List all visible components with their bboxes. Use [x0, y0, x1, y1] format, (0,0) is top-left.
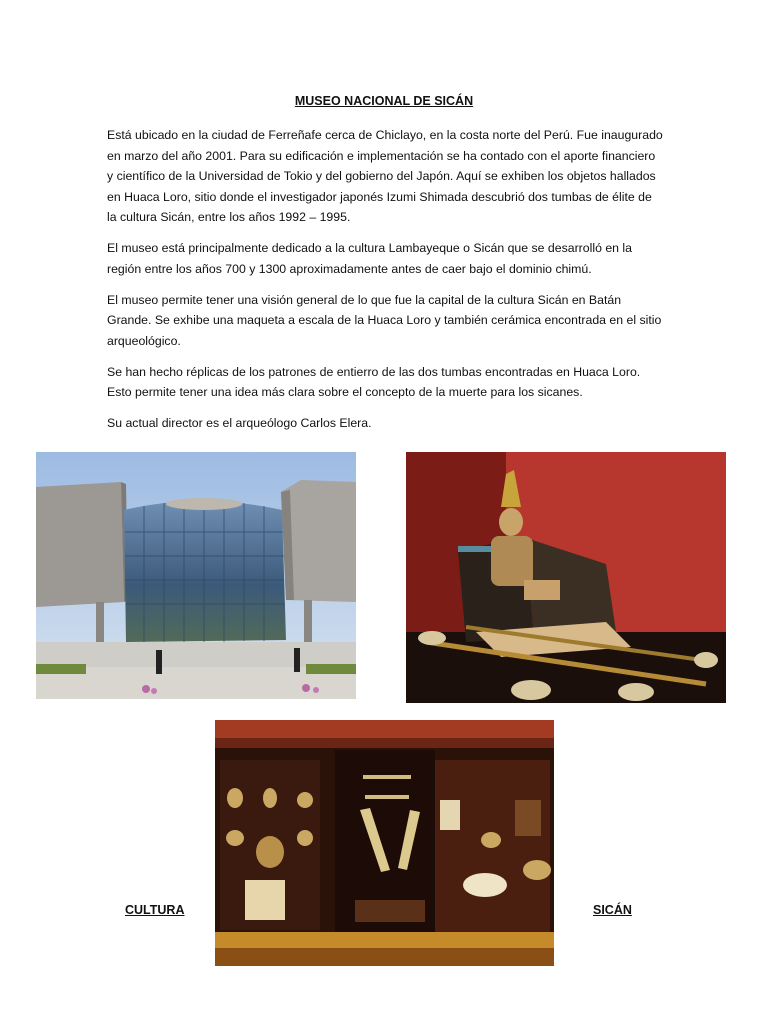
museum-building-photo [36, 452, 356, 699]
paragraph: Se han hecho réplicas de los patrones de entierro de las dos tumbas encontradas en Huaca Loro. Esto permite tener una idea más clara sobre el concepto de la muerte para los sicanes. [107, 364, 641, 399]
paragraph: Está ubicado en la ciudad de Ferreñafe cerca de Chiclayo, en la costa norte del Perú. Fue inaugurado en marzo del año 2001. Para su edificación e implementación se ha contado con el aporte financiero y científico de la Universidad de Tokio y del gobierno del Japón. Aquí se exhiben los objetos hallados en Huaca Loro, sitio donde el investigador japonés Izumi Shimada descubrió dos tumbas de élite de la cultura Sicán, entre los años 1992 – 1995. [107, 128, 663, 224]
paragraph: El museo está principalmente dedicado a la cultura Lambayeque o Sicán que se desarrolló en la región entre los años 700 y 1300 aproximadamente antes de caer bajo el dominio chimú. [107, 241, 632, 276]
litter-figure-photo [406, 452, 726, 703]
litter-figure-illustration [406, 452, 726, 703]
museum-building-illustration [36, 452, 356, 699]
display-case-illustration [215, 720, 554, 966]
paragraph: Su actual director es el arqueólogo Carlos Elera. [107, 416, 372, 430]
caption-right: SICÁN [593, 903, 632, 917]
page-title: MUSEO NACIONAL DE SICÁN [294, 94, 474, 108]
paragraph: El museo permite tener una visión general de lo que fue la capital de la cultura Sicán en Batán Grande. Se exhibe una maqueta a escala de la Huaca Loro y también cerámica encontrada en el sitio arqueológico. [107, 292, 662, 348]
caption-left: CULTURA [125, 903, 185, 917]
museum-display-case-photo [215, 720, 554, 966]
body-text [107, 125, 663, 444]
